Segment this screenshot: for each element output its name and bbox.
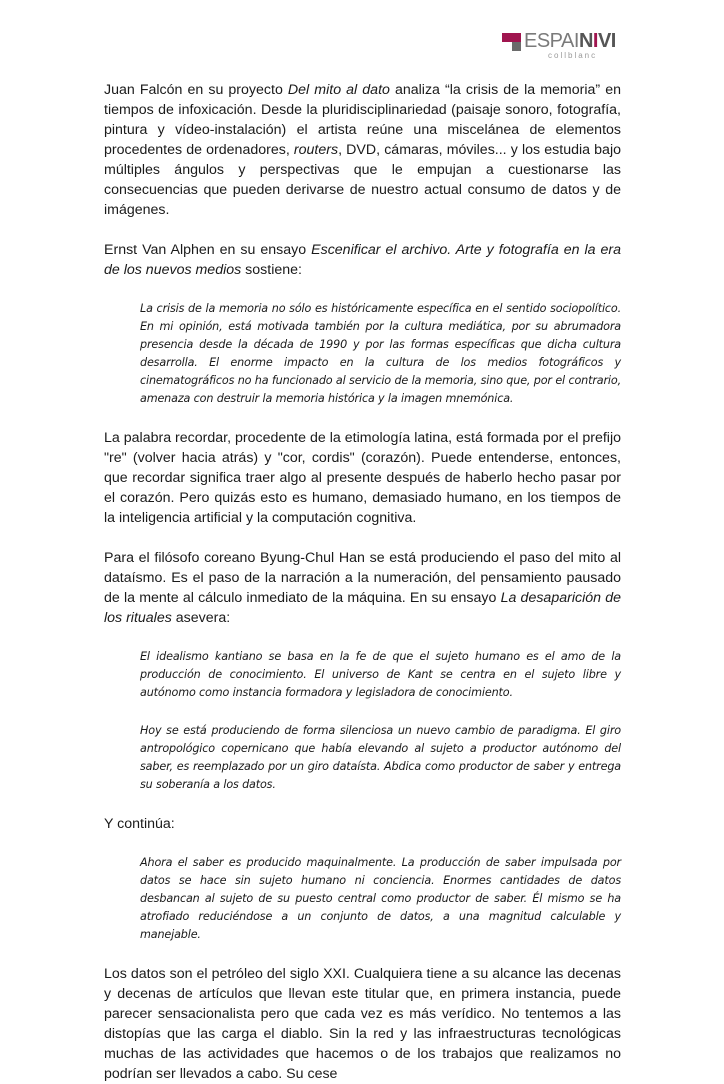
emphasis: routers xyxy=(293,142,339,158)
paragraph-van-alphen xyxy=(104,240,621,280)
logo-letter-i-accent: I xyxy=(592,30,598,52)
text-run: sostiene: xyxy=(241,262,302,278)
paragraph-datos-petroleo: Los datos son el petróleo del siglo XXI. Cualquiera tiene a su alcance las decenas y decenas de artículos que llevan este titular que, en primera instancia, puede parecer sensacionalista pero que cada vez es más verídico. No tentemos a las distopías que las carga el diablo. Sin la red y las infraestructuras tecnológicas muchas de las actividades que hacemos o de los trabajos que realizamos no podrían ser llevados a cabo. Su cese xyxy=(104,966,621,1082)
block-quote-han-2: Hoy se está produciendo de forma silenciosa un nuevo cambio de paradigma. El giro antropológico copernicano que había elevando al sujeto a productor autónomo del saber, es reemplazado por un giro dataísta. Abdica como productor de saber y entrega su soberanía a los datos. xyxy=(140,724,621,791)
work-title: Del mito al dato xyxy=(287,82,390,98)
text-run: asevera: xyxy=(171,610,231,626)
block-quote-han-1: El idealismo kantiano se basa en la fe de que el sujeto humano es el amo de la producción de conocimiento. El universo de Kant se centra en el sujeto libre y autónomo como instancia formadora y legisladora de conocimiento. xyxy=(140,650,621,699)
logo-mark-magenta xyxy=(502,33,521,42)
logo-subtitle: collblanc xyxy=(548,51,598,60)
document-body xyxy=(104,80,621,1084)
logo-wordmark xyxy=(524,29,616,53)
text-run: Juan Falcón en su proyecto xyxy=(104,82,288,98)
logo-word-espai: ESPAI xyxy=(524,30,579,52)
text-run: Ernst Van Alphen en su ensayo xyxy=(104,242,312,258)
text-run: , DVD, cámaras, móviles... y los estudia bajo múltiples ángulos y perspectivas que le empujan a cuestionarse las consecuencias que pueden derivarse de nuestro actual consumo de datos y de imágenes. xyxy=(104,142,621,218)
paragraph-falcon xyxy=(104,80,621,220)
text-run: analiza “la crisis de la memoria” en tiempos de infoxicación. Desde la pluridisciplinariedad (paisaje sonoro, fotografía, pintura y vídeo-instalación) el artista reúne una miscelánea de elementos procedentes de ordenadores, xyxy=(104,82,621,158)
espai-nivi-logo xyxy=(502,32,622,66)
logo-letter-n: N xyxy=(578,30,593,52)
logo-word-nivi xyxy=(579,30,616,52)
paragraph-y-continua: Y continúa: xyxy=(104,816,175,832)
paragraph-recordar: La palabra recordar, procedente de la etimología latina, está formada por el prefijo "re" (volver hacia atrás) y "cor, cordis" (corazón). Puede entenderse, entonces, que recordar significa traer algo al presente después de haberlo hecho pasar por el corazón. Pero quizás esto es humano, demasiado humano, en los tiempos de la inteligencia artificial y la computación cognitiva. xyxy=(104,430,621,526)
paragraph-byung-chul-han xyxy=(104,548,621,628)
block-quote-van-alphen: La crisis de la memoria no sólo es históricamente específica en el sentido sociopolítico. En mi opinión, está motivada también por la cultura mediática, por su abrumadora presencia desde la década de 1990 y por las formas específicas que dicha cultura desarrolla. El enorme impacto en la cultura de los medios fotográficos y cinematográficos no ha funcionado al servicio de la memoria, sino que, por el contrario, amenaza con destruir la memoria histórica y la imagen mnemónica. xyxy=(140,302,621,405)
book-title: Escenificar el archivo. Arte y fotografía en la era de los nuevos medios xyxy=(104,242,621,278)
book-title: La desaparición de los rituales xyxy=(104,590,621,626)
logo-mark-gray xyxy=(512,42,521,51)
text-run: Para el filósofo coreano Byung-Chul Han se está produciendo el paso del mito al dataísmo. Es el paso de la narración a la numeración, del pensamiento pausado de la mente al cálculo inmediato de la máquina. En su ensayo xyxy=(104,550,621,606)
logo-letters-vi: VI xyxy=(597,30,616,52)
block-quote-han-3: Ahora el saber es producido maquinalmente. La producción de saber impulsada por datos se hace sin sujeto humano ni conciencia. Enormes cantidades de datos desbancan al sujeto de su puesto central como productor de saber. Él mismo se ha atrofiado reduciéndose a un conjunto de datos, a una magnitud calculable y manejable. xyxy=(140,856,621,941)
